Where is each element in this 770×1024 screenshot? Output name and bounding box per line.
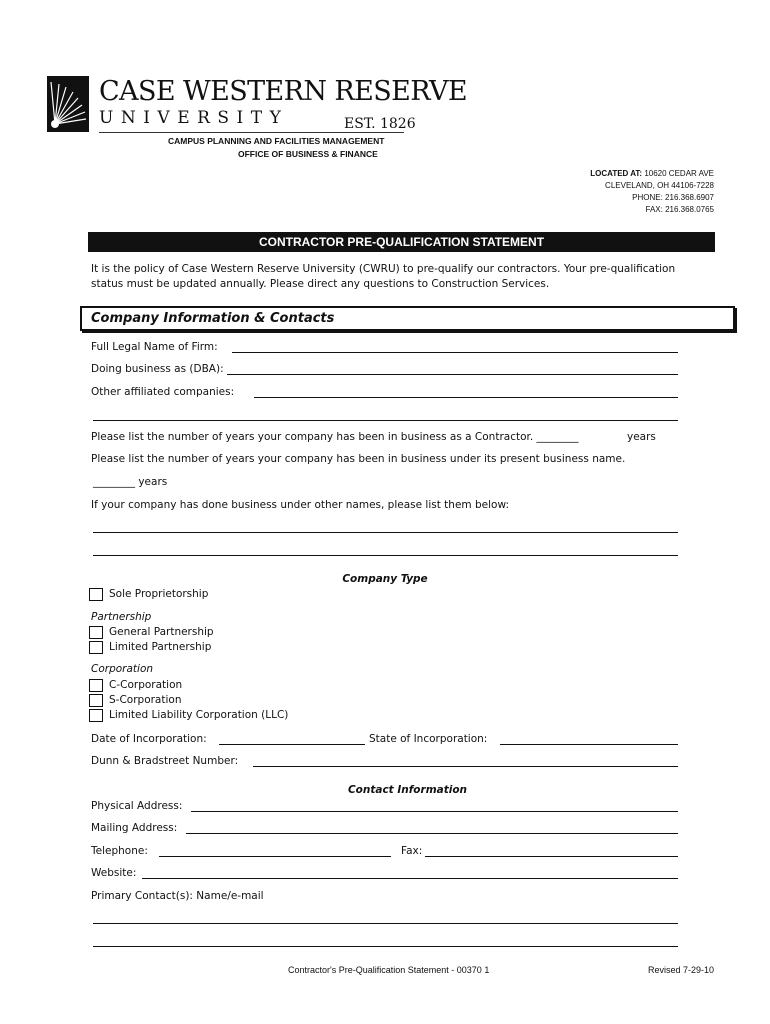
sunburst-icon: [47, 76, 89, 132]
primary-contact-field-2[interactable]: [93, 946, 678, 947]
primary-contact-label: Primary Contact(s): Name/e-mail: [91, 890, 264, 902]
affiliated-field[interactable]: [254, 397, 678, 398]
c-corporation-label: C-Corporation: [109, 679, 183, 691]
other-names-label: If your company has done business under other names, please list them below:: [91, 499, 509, 511]
university-word: UNIVERSITY: [99, 108, 289, 128]
university-name: CASE WESTERN RESERVE: [99, 76, 467, 107]
affiliated-label: Other affiliated companies:: [91, 386, 235, 398]
dba-field[interactable]: [227, 374, 678, 375]
date-incorporation-field[interactable]: [219, 744, 365, 745]
city-line: CLEVELAND, OH 44106-7228: [605, 181, 714, 190]
physical-address-label: Physical Address:: [91, 800, 183, 812]
located-label: LOCATED AT:: [590, 169, 643, 178]
dun-bradstreet-label: Dunn & Bradstreet Number:: [91, 755, 239, 767]
date-incorporation-label: Date of Incorporation:: [91, 733, 207, 745]
website-field[interactable]: [142, 878, 678, 879]
fax-field[interactable]: [425, 856, 678, 857]
mailing-address-field[interactable]: [186, 833, 678, 834]
telephone-label: Telephone:: [91, 845, 148, 857]
s-corporation-label: S-Corporation: [109, 694, 182, 706]
sole-proprietorship-label: Sole Proprietorship: [109, 588, 209, 600]
department-line-2: OFFICE OF BUSINESS & FINANCE: [238, 149, 378, 159]
section-title: Company Information & Contacts: [91, 311, 335, 326]
mailing-address-label: Mailing Address:: [91, 822, 178, 834]
dba-label: Doing business as (DBA):: [91, 363, 224, 375]
physical-address-field[interactable]: [191, 811, 678, 812]
years-name-unit: ________ years: [93, 476, 168, 488]
partnership-label: Partnership: [91, 611, 152, 623]
years-contractor-label: Please list the number of years your company has been in business as a Contractor. ________: [91, 431, 579, 443]
legal-name-label: Full Legal Name of Firm:: [91, 341, 218, 353]
years-contractor-unit: years: [627, 431, 656, 443]
dun-bradstreet-field[interactable]: [253, 766, 678, 767]
contact-info-heading: Contact Information: [347, 784, 468, 796]
state-incorporation-field[interactable]: [500, 744, 678, 745]
fax-line: FAX: 216.368.0765: [645, 205, 714, 214]
phone-line: PHONE: 216.368.6907: [632, 193, 714, 202]
department-line-1: CAMPUS PLANNING AND FACILITIES MANAGEMENT: [168, 136, 385, 146]
years-name-label: Please list the number of years your company has been in business under its present business name.: [91, 453, 626, 465]
fax-label: Fax:: [401, 845, 423, 857]
limited-partnership-label: Limited Partnership: [109, 641, 212, 653]
corporation-label: Corporation: [91, 663, 154, 675]
affiliated-field-2[interactable]: [93, 420, 678, 421]
sole-proprietorship-checkbox[interactable]: [89, 588, 103, 601]
company-type-heading: Company Type: [342, 573, 428, 585]
footer-revised: Revised 7-29-10: [647, 965, 714, 975]
state-incorporation-label: State of Incorporation:: [369, 733, 488, 745]
telephone-field[interactable]: [159, 856, 391, 857]
address-block: [590, 168, 714, 216]
general-partnership-checkbox[interactable]: [89, 626, 103, 639]
form-title: CONTRACTOR PRE-QUALIFICATION STATEMENT: [88, 232, 715, 252]
logo-divider: [99, 132, 404, 133]
llc-checkbox[interactable]: [89, 709, 103, 722]
located-value: 10620 CEDAR AVE: [644, 169, 714, 178]
established-year: EST. 1826: [344, 116, 416, 132]
limited-partnership-checkbox[interactable]: [89, 641, 103, 654]
other-names-field-2[interactable]: [93, 555, 678, 556]
other-names-field-1[interactable]: [93, 532, 678, 533]
website-label: Website:: [91, 867, 137, 879]
llc-label: Limited Liability Corporation (LLC): [109, 709, 289, 721]
primary-contact-field-1[interactable]: [93, 923, 678, 924]
footer-document-name: Contractor's Pre-Qualification Statement - 00370 1: [288, 965, 490, 975]
s-corporation-checkbox[interactable]: [89, 694, 103, 707]
university-seal-logo: [47, 76, 89, 132]
policy-text: It is the policy of Case Western Reserve University (CWRU) to pre-qualify our contractors. Your pre-qualification status must be updated annually. Please direct any questions to Construction Services.: [91, 263, 676, 290]
legal-name-field[interactable]: [232, 352, 678, 353]
c-corporation-checkbox[interactable]: [89, 679, 103, 692]
general-partnership-label: General Partnership: [109, 626, 214, 638]
